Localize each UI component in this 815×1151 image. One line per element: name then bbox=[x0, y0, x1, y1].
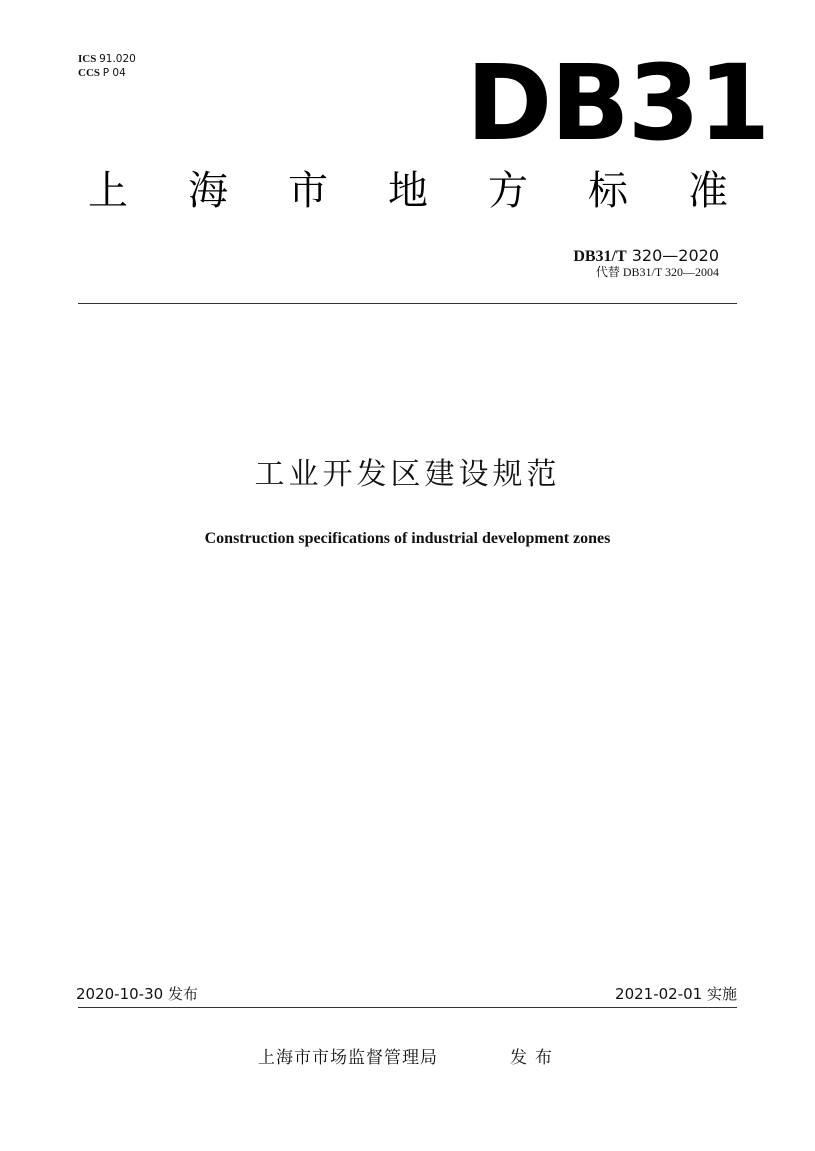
bottom-divider bbox=[78, 1007, 737, 1008]
document-title-chinese: 工业开发区建设规范 bbox=[254, 457, 561, 492]
ics-value: 91.020 bbox=[99, 53, 136, 65]
standard-type-char: 准 bbox=[688, 168, 728, 214]
standard-type-char: 方 bbox=[488, 168, 528, 214]
standard-type-char: 标 bbox=[588, 168, 628, 214]
standard-code-prefix: DB31/T bbox=[573, 248, 627, 265]
ics-line bbox=[78, 52, 136, 66]
publish-date: 2020-10-30 发布 bbox=[76, 985, 198, 1003]
effective-date: 2021-02-01 实施 bbox=[615, 985, 737, 1003]
db31-logo: DB31 bbox=[466, 42, 769, 164]
ccs-value: P 04 bbox=[102, 67, 126, 79]
issue-action: 发布 bbox=[510, 1048, 560, 1068]
document-title-english: Construction specifications of industrial development zones bbox=[204, 530, 611, 547]
standard-type-char: 市 bbox=[288, 168, 328, 214]
standard-type-char: 地 bbox=[388, 168, 428, 214]
standard-code-number: 320—2020 bbox=[626, 246, 719, 265]
ccs-label: CCS bbox=[78, 67, 101, 79]
issuing-authority: 上海市市场监督管理局 bbox=[258, 1048, 438, 1068]
ics-label: ICS bbox=[78, 53, 97, 65]
classification-codes bbox=[78, 52, 136, 80]
replaces-code: 代替 DB31/T 320—2004 bbox=[595, 265, 719, 279]
standard-type-char: 海 bbox=[188, 168, 228, 214]
ccs-line bbox=[78, 66, 136, 80]
standard-type-char: 上 bbox=[88, 168, 128, 214]
standard-code bbox=[573, 247, 719, 266]
top-divider bbox=[78, 303, 737, 304]
standard-type-heading bbox=[88, 168, 728, 214]
